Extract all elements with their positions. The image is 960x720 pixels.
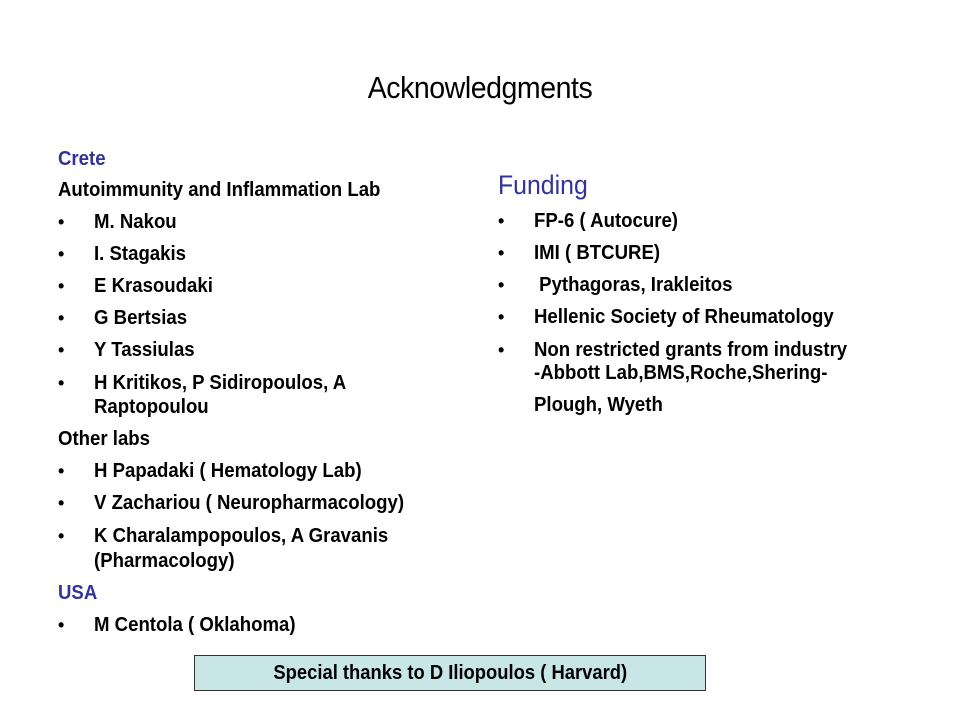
list-item: H Papadaki ( Hematology Lab)	[94, 460, 362, 482]
special-thanks-text: Special thanks to D Iliopoulos ( Harvard)	[273, 662, 627, 684]
list-item: FP-6 ( Autocure)	[534, 210, 678, 232]
list-item-continuation: Plough, Wyeth	[534, 394, 663, 416]
list-item: V Zachariou ( Neuropharmacology)	[94, 492, 405, 514]
list-item-continuation: (Pharmacology)	[94, 550, 235, 572]
crete-heading: Crete	[58, 148, 106, 170]
bullet-icon: •	[58, 276, 65, 296]
list-item-continuation: Raptopoulou	[94, 396, 209, 418]
bullet-icon: •	[58, 615, 65, 635]
bullet-icon: •	[58, 373, 65, 393]
bullet-icon: •	[498, 340, 505, 360]
special-thanks-box	[194, 655, 706, 691]
bullet-icon: •	[58, 493, 65, 513]
bullet-icon: •	[498, 307, 505, 327]
bullet-icon: •	[58, 526, 65, 546]
bullet-icon: •	[58, 212, 65, 232]
list-item: I. Stagakis	[94, 243, 187, 265]
list-item: M Centola ( Oklahoma)	[94, 614, 296, 636]
list-item: G Bertsias	[94, 307, 188, 329]
list-item: Pythagoras, Irakleitos	[534, 274, 733, 296]
list-item: M. Nakou	[94, 211, 177, 233]
bullet-icon: •	[58, 244, 65, 264]
list-item: Non restricted grants from industry	[534, 339, 848, 361]
other-labs-heading: Other labs	[58, 428, 150, 450]
list-item-continuation: -Abbott Lab,BMS,Roche,Shering-	[534, 362, 828, 384]
bullet-icon: •	[498, 243, 505, 263]
list-item: Y Tassiulas	[94, 339, 195, 361]
bullet-icon: •	[498, 211, 505, 231]
bullet-icon: •	[58, 308, 65, 328]
slide-title: Acknowledgments	[367, 70, 593, 105]
bullet-icon: •	[58, 461, 65, 481]
list-item: K Charalampopoulos, A Gravanis	[94, 525, 389, 547]
list-item: Hellenic Society of Rheumatology	[534, 306, 834, 328]
bullet-icon: •	[58, 340, 65, 360]
list-item: H Kritikos, P Sidiropoulos, A	[94, 372, 347, 394]
bullet-icon: •	[498, 275, 505, 295]
lab-heading: Autoimmunity and Inflammation Lab	[58, 179, 381, 201]
usa-heading: USA	[58, 582, 98, 604]
list-item: IMI ( BTCURE)	[534, 242, 661, 264]
list-item: E Krasoudaki	[94, 275, 213, 297]
funding-heading: Funding	[498, 170, 588, 200]
